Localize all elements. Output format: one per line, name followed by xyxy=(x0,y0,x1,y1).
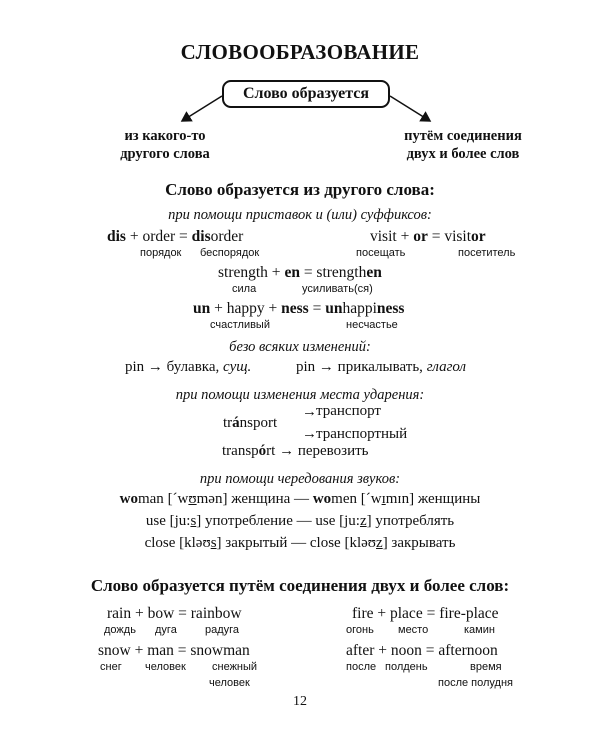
conversion-example-verb: pin → прикалывать, глагол xyxy=(296,359,467,375)
stress-subheading: при помощи изменения места ударения: xyxy=(175,387,425,403)
stress-arrow-up: → xyxy=(302,404,317,420)
arrow-left xyxy=(182,96,222,121)
compound-snowman-t1: снег xyxy=(100,661,122,673)
stress-word-transport-verb: transpórt → перевозить xyxy=(222,443,369,459)
diagram-right-branch xyxy=(368,127,558,163)
page-title: СЛОВООБРАЗОВАНИЕ xyxy=(180,40,420,64)
affix-example-disorder: dis + order = disorder xyxy=(107,228,244,245)
arrow-right xyxy=(390,96,430,121)
stress-word-transport: tránsport xyxy=(223,415,278,431)
compound-fireplace-t3: камин xyxy=(464,624,495,636)
sounds-line-use: use [ju:s] употребление — use [ju:z] употреблять xyxy=(145,513,455,529)
sounds-line-woman: woman [ˊwʊmən] женщина — women [ˊwɪmɪn] женщины xyxy=(119,491,481,507)
compound-fireplace-t1: огонь xyxy=(346,624,374,636)
affix-example-disorder-t1: порядок xyxy=(140,247,182,259)
affix-example-visitor-t2: посетитель xyxy=(458,247,516,259)
compound-example-snowman: snow + man = snowman xyxy=(98,642,250,659)
stress-translation-adj: транспортный xyxy=(316,426,408,442)
affix-example-unhappiness-t2: несчастье xyxy=(346,319,398,331)
page-number: 12 xyxy=(293,694,307,709)
affix-example-unhappiness-t1: счастливый xyxy=(210,319,270,331)
diagram-left-branch xyxy=(90,127,240,163)
affix-example-disorder-t2: беспорядок xyxy=(200,247,260,259)
conversion-subheading: безо всяких изменений: xyxy=(229,339,371,355)
compound-rainbow-t1: дождь xyxy=(104,624,136,636)
affix-example-visitor: visit + or = visitor xyxy=(370,228,486,245)
affix-example-strengthen-t2: усиливать(ся) xyxy=(302,283,373,295)
compound-afternoon-t4: после полудня xyxy=(438,677,514,689)
stress-translation-noun: транспорт xyxy=(316,403,381,419)
affix-example-strengthen: strength + en = strengthen xyxy=(218,264,382,281)
compound-snowman-t4: человек xyxy=(209,677,250,689)
compound-rainbow-t3: радуга xyxy=(205,624,240,636)
compound-example-afternoon: after + noon = afternoon xyxy=(346,642,498,659)
compound-snowman-t2: человек xyxy=(145,661,186,673)
stress-arrow-down: → xyxy=(302,426,317,442)
affix-example-visitor-t1: посещать xyxy=(356,247,406,259)
left-branch-line1: из какого-то xyxy=(124,128,206,144)
right-branch-line1: путём соединения xyxy=(404,128,522,144)
sounds-line-close: close [kləʊs] закрытый — close [kləʊz] закрывать xyxy=(144,535,456,551)
sounds-subheading: при помощи чередования звуков: xyxy=(199,471,401,487)
section1-heading: Слово образуется из другого слова: xyxy=(165,180,435,199)
affix-example-unhappiness: un + happy + ness = unhappiness xyxy=(193,300,405,317)
compound-afternoon-t3: время xyxy=(470,661,502,673)
compound-afternoon-t2: полдень xyxy=(385,661,428,673)
compound-example-fireplace: fire + place = fire-place xyxy=(352,605,499,622)
left-branch-line2: другого слова xyxy=(120,146,210,162)
diagram-root-box: Слово образуется xyxy=(222,80,390,108)
affix-example-strengthen-t1: сила xyxy=(232,283,257,295)
conversion-example-noun: pin → булавка, сущ. xyxy=(125,359,252,375)
compound-snowman-t3: снежный xyxy=(212,661,258,673)
affix-subheading: при помощи приставок и (или) суффиксов: xyxy=(168,207,432,223)
compound-example-rainbow: rain + bow = rainbow xyxy=(107,605,242,622)
right-branch-line2: двух и более слов xyxy=(406,146,520,162)
compound-rainbow-t2: дуга xyxy=(155,624,177,636)
compound-afternoon-t1: после xyxy=(346,661,377,673)
section2-heading: Слово образуется путём соединения двух и более слов: xyxy=(90,576,510,595)
compound-fireplace-t2: место xyxy=(398,624,429,636)
